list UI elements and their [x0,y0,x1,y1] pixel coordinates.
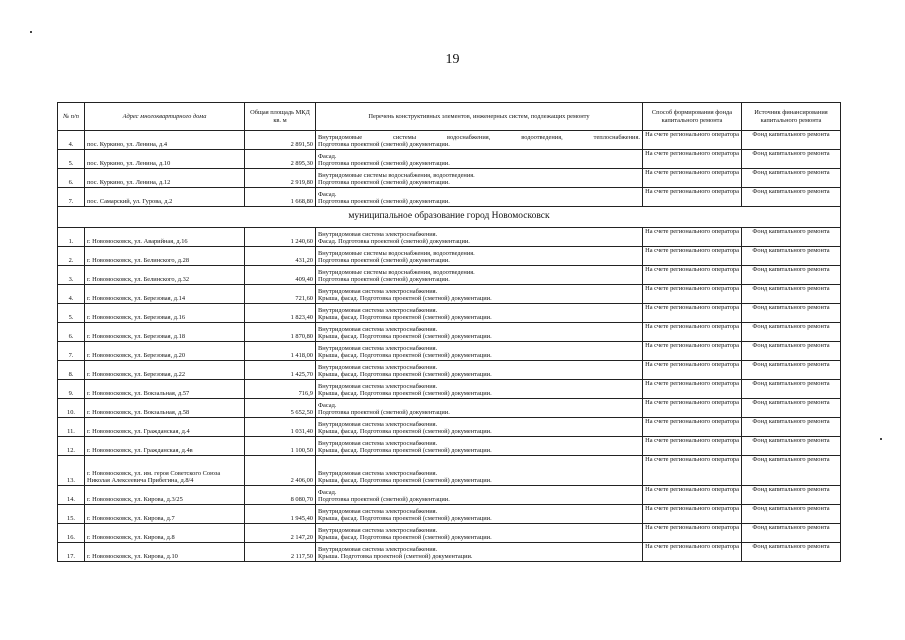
elements-cell [316,437,643,456]
area-cell: 2 117,50 [245,543,316,562]
method-cell: На счете регионального оператора [643,323,742,342]
table-row [58,304,841,323]
element-line: Подготовка проектной (сметной) документации. [318,257,450,265]
source-cell: Фонд капитального ремонта [742,456,841,486]
element-line: Внутридомовая система электроснабжения. [318,545,438,553]
row-number: 14. [58,486,85,505]
table-row [58,486,841,505]
elements-cell [316,266,643,285]
element-line: Крыша, фасад. Подготовка проектной (сметной) документации. [318,515,492,523]
source-cell: Фонд капитального ремонта [742,418,841,437]
row-number: 9. [58,380,85,399]
elements-cell [316,524,643,543]
source-cell: Фонд капитального ремонта [742,437,841,456]
element-line: Внутридомовая система электроснабжения. [318,363,438,371]
element-line: Внутридомовые системы водоснабжения, водоотведения. [318,268,475,276]
header-method: Способ формирования фонда капитального ремонта [643,103,742,131]
source-cell: Фонд капитального ремонта [742,266,841,285]
repair-register-table [57,102,841,562]
element-line: Крыша, фасад. Подготовка проектной (сметной) документации. [318,371,492,379]
row-number: 7. [58,342,85,361]
elements-cell [316,342,643,361]
source-cell: Фонд капитального ремонта [742,131,841,150]
header-num: № п/п [58,103,85,131]
header-elements: Перечень конструктивных элементов, инженерных систем, подлежащих ремонту [316,103,643,131]
method-cell: На счете регионального оператора [643,266,742,285]
scan-speck [30,31,32,33]
row-number: 6. [58,169,85,188]
area-cell: 716,9 [245,380,316,399]
address-cell: г. Новомосковск, ул. Кирова, д.8 [85,524,245,543]
table-row [58,505,841,524]
source-cell: Фонд капитального ремонта [742,323,841,342]
element-line: Крыша, фасад. Подготовка проектной (сметной) документации. [318,390,492,398]
source-cell: Фонд капитального ремонта [742,342,841,361]
scan-speck [880,438,882,440]
table-row [58,169,841,188]
method-cell: На счете регионального оператора [643,505,742,524]
element-line: Крыша, фасад. Подготовка проектной (сметной) документации. [318,352,492,360]
elements-cell [316,247,643,266]
address-cell: г. Новомосковск, ул. Кирова, д.7 [85,505,245,524]
address-cell: пос. Куркино, ул. Ленина, д.12 [85,169,245,188]
table-row [58,399,841,418]
area-cell: 2 895,30 [245,150,316,169]
area-cell: 1 945,40 [245,505,316,524]
element-line: Внутридомовые системы водоснабжения, водоотведения, теплоснабжения. [318,133,640,141]
area-cell: 2 406,00 [245,456,316,486]
element-line: Внутридомовая система электроснабжения. [318,507,438,515]
element-line: Подготовка проектной (сметной) документации. [318,141,450,149]
table-header-row [58,103,841,131]
table-row [58,266,841,285]
area-cell: 721,60 [245,285,316,304]
area-cell: 2 919,80 [245,169,316,188]
area-cell: 431,20 [245,247,316,266]
source-cell: Фонд капитального ремонта [742,228,841,247]
row-number: 6. [58,323,85,342]
element-line: Внутридомовая система электроснабжения. [318,382,438,390]
table-row [58,380,841,399]
source-cell: Фонд капитального ремонта [742,188,841,207]
area-cell: 1 668,80 [245,188,316,207]
source-cell: Фонд капитального ремонта [742,285,841,304]
element-line: Внутридомовая система электроснабжения. [318,526,438,534]
method-cell: На счете регионального оператора [643,228,742,247]
address-cell: г. Новомосковск, ул. Кирова, д.3/25 [85,486,245,505]
address-cell: г. Новомосковск, ул. Березовая, д.14 [85,285,245,304]
table-row [58,361,841,380]
source-cell: Фонд капитального ремонта [742,524,841,543]
table-row [58,285,841,304]
element-line: Внутридомовая система электроснабжения. [318,230,438,238]
method-cell: На счете регионального оператора [643,399,742,418]
element-line: Внутридомовая система электроснабжения. [318,344,438,352]
address-cell: г. Новомосковск, ул. им. героя Советского Союза Николая Алексеевича Прибегина, д.8/4 [85,456,245,486]
area-cell: 2 891,50 [245,131,316,150]
address-cell: г. Новомосковск, ул. Кирова, д.10 [85,543,245,562]
address-cell: г. Новомосковск, ул. Белинского, д.32 [85,266,245,285]
elements-cell [316,380,643,399]
table-row [58,524,841,543]
method-cell: На счете регионального оператора [643,342,742,361]
table-row [58,418,841,437]
element-line: Подготовка проектной (сметной) документации. [318,198,450,206]
row-number: 4. [58,131,85,150]
element-line: Крыша, фасад. Подготовка проектной (сметной) документации. [318,447,492,455]
row-number: 11. [58,418,85,437]
novomoskovsk-rows [58,228,841,562]
elements-cell [316,543,643,562]
area-cell: 1 418,00 [245,342,316,361]
table-row [58,150,841,169]
table-row [58,437,841,456]
source-cell: Фонд капитального ремонта [742,399,841,418]
method-cell: На счете регионального оператора [643,456,742,486]
method-cell: На счете регионального оператора [643,247,742,266]
element-line: Подготовка проектной (сметной) документации. [318,179,450,187]
row-number: 12. [58,437,85,456]
table-row [58,456,841,486]
row-number: 10. [58,399,85,418]
row-number: 16. [58,524,85,543]
element-line: Подготовка проектной (сметной) документации. [318,409,450,417]
element-line: Внутридомовая система электроснабжения. [318,420,438,428]
element-line: Фасад. [318,488,337,496]
element-line: Внутридомовая система электроснабжения. [318,306,438,314]
source-cell: Фонд капитального ремонта [742,150,841,169]
elements-cell [316,131,643,150]
method-cell: На счете регионального оператора [643,418,742,437]
element-line: Подготовка проектной (сметной) документации. [318,496,450,504]
address-cell: г. Новомосковск, ул. Белинского, д.28 [85,247,245,266]
source-cell: Фонд капитального ремонта [742,304,841,323]
method-cell: На счете регионального оператора [643,131,742,150]
method-cell: На счете регионального оператора [643,304,742,323]
source-cell: Фонд капитального ремонта [742,505,841,524]
elements-cell [316,304,643,323]
method-cell: На счете регионального оператора [643,169,742,188]
page-number: 19 [445,52,460,67]
source-cell: Фонд капитального ремонта [742,380,841,399]
element-line: Внутридомовые системы водоснабжения, водоотведения. [318,249,475,257]
source-cell: Фонд капитального ремонта [742,361,841,380]
elements-cell [316,486,643,505]
area-cell: 1 870,80 [245,323,316,342]
address-cell: пос. Самарский, ул. Гурова, д.2 [85,188,245,207]
address-cell: г. Новомосковск, ул. Вокзальная, д.58 [85,399,245,418]
kurkino-rows [58,131,841,207]
address-cell: г. Новомосковск, ул. Гражданская, д.4в [85,437,245,456]
address-cell: г. Новомосковск, ул. Гражданская, д.4 [85,418,245,437]
row-number: 3. [58,266,85,285]
address-cell: пос. Куркино, ул. Ленина, д.10 [85,150,245,169]
elements-cell [316,505,643,524]
row-number: 2. [58,247,85,266]
elements-cell [316,323,643,342]
elements-cell [316,361,643,380]
elements-cell [316,169,643,188]
element-line: Крыша, фасад. Подготовка проектной (сметной) документации. [318,333,492,341]
row-number: 7. [58,188,85,207]
method-cell: На счете регионального оператора [643,524,742,543]
elements-cell [316,418,643,437]
element-line: Фасад. [318,152,337,160]
row-number: 1. [58,228,85,247]
source-cell: Фонд капитального ремонта [742,169,841,188]
element-line: Крыша, фасад. Подготовка проектной (сметной) документации. [318,428,492,436]
section-row [58,207,841,228]
address-cell: г. Новомосковск, ул. Аварийная, д.16 [85,228,245,247]
method-cell: На счете регионального оператора [643,437,742,456]
row-number: 4. [58,285,85,304]
elements-cell [316,399,643,418]
source-cell: Фонд капитального ремонта [742,486,841,505]
method-cell: На счете регионального оператора [643,543,742,562]
area-cell: 1 823,40 [245,304,316,323]
method-cell: На счете регионального оператора [643,380,742,399]
source-cell: Фонд капитального ремонта [742,543,841,562]
area-cell: 409,40 [245,266,316,285]
area-cell: 2 147,20 [245,524,316,543]
header-area: Общая площадь МКД кв. м [245,103,316,131]
element-line: Крыша, фасад. Подготовка проектной (сметной) документации. [318,295,492,303]
row-number: 5. [58,150,85,169]
method-cell: На счете регионального оператора [643,361,742,380]
method-cell: На счете регионального оператора [643,188,742,207]
source-cell: Фонд капитального ремонта [742,247,841,266]
table-row [58,323,841,342]
element-line: Крыша. Подготовка проектной (сметной) документации. [318,553,473,561]
address-cell: пос. Куркино, ул. Ленина, д.4 [85,131,245,150]
element-line: Внутридомовая система электроснабжения. [318,287,438,295]
address-cell: г. Новомосковск, ул. Вокзальная, д.57 [85,380,245,399]
element-line: Внутридомовая система электроснабжения. [318,469,438,477]
elements-cell [316,285,643,304]
row-number: 5. [58,304,85,323]
element-line: Внутридомовая система электроснабжения. [318,439,438,447]
elements-cell [316,188,643,207]
table-row [58,131,841,150]
row-number: 8. [58,361,85,380]
address-cell: г. Новомосковск, ул. Березовая, д.16 [85,304,245,323]
table-row [58,342,841,361]
element-line: Фасад. [318,401,337,409]
element-line: Внутридомовая система электроснабжения. [318,325,438,333]
row-number: 13. [58,456,85,486]
element-line: Крыша, фасад. Подготовка проектной (сметной) документации. [318,314,492,322]
elements-cell [316,228,643,247]
method-cell: На счете регионального оператора [643,285,742,304]
method-cell: На счете регионального оператора [643,486,742,505]
element-line: Подготовка проектной (сметной) документации. [318,276,450,284]
method-cell: На счете регионального оператора [643,150,742,169]
element-line: Крыша, фасад. Подготовка проектной (сметной) документации. [318,534,492,542]
area-cell: 1 425,70 [245,361,316,380]
area-cell: 5 652,50 [245,399,316,418]
row-number: 17. [58,543,85,562]
header-address: Адрес многоквартирного дома [85,103,245,131]
area-cell: 1 240,60 [245,228,316,247]
table-row [58,188,841,207]
area-cell: 1 031,40 [245,418,316,437]
element-line: Подготовка проектной (сметной) документации. [318,160,450,168]
element-line: Крыша, фасад. Подготовка проектной (сметной) документации. [318,477,492,485]
address-cell: г. Новомосковск, ул. Березовая, д.22 [85,361,245,380]
elements-cell [316,456,643,486]
area-cell: 8 080,70 [245,486,316,505]
address-cell: г. Новомосковск, ул. Березовая, д.20 [85,342,245,361]
area-cell: 1 100,50 [245,437,316,456]
row-number: 15. [58,505,85,524]
table-row [58,543,841,562]
address-cell: г. Новомосковск, ул. Березовая, д.18 [85,323,245,342]
header-source: Источник финансирования капитального ремонта [742,103,841,131]
element-line: Фасад. Подготовка проектной (сметной) документации. [318,238,470,246]
section-title: муниципальное образование город Новомосковск [58,207,841,228]
element-line: Внутридомовые системы водоснабжения, водоотведения. [318,171,475,179]
table-row [58,247,841,266]
table-row [58,228,841,247]
element-line: Фасад. [318,190,337,198]
elements-cell [316,150,643,169]
